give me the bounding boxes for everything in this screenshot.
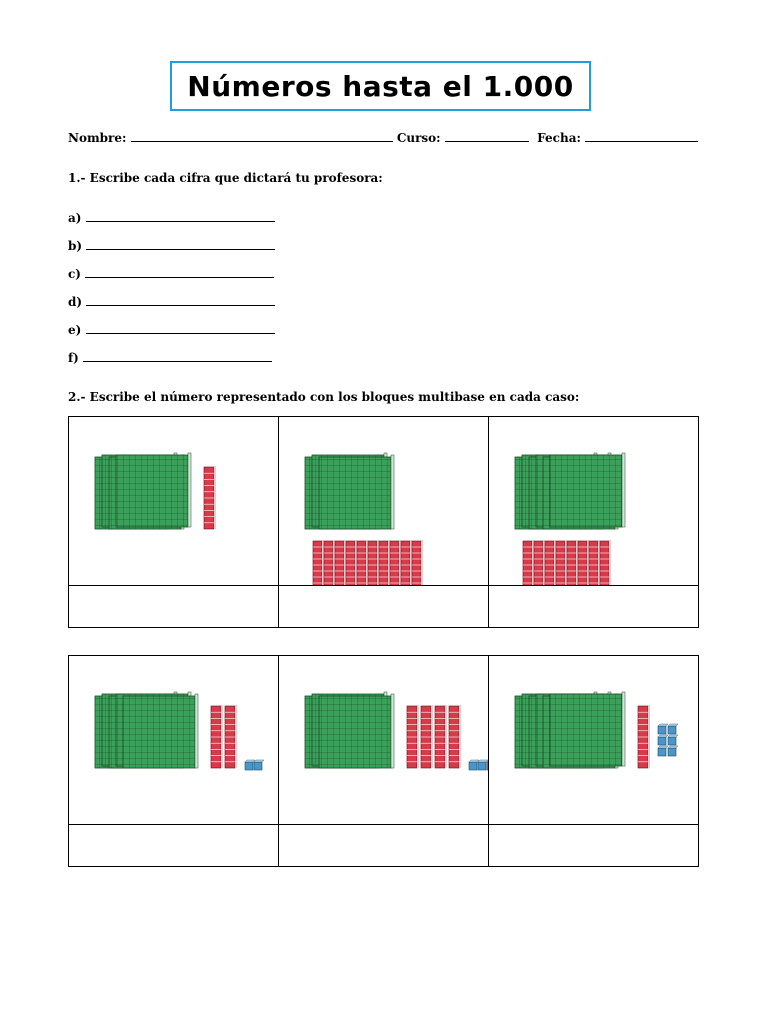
ten-rod [324, 540, 335, 585]
ten-rod [204, 466, 216, 529]
ten-rod [589, 540, 600, 585]
ten-rod [449, 705, 461, 768]
fecha-field[interactable] [585, 130, 698, 142]
unit-cube [658, 724, 668, 734]
answer-line-a [68, 210, 275, 225]
ten-rod [379, 540, 390, 585]
ten-rod [211, 705, 223, 768]
answer-field-c[interactable] [85, 266, 274, 278]
ten-rod [357, 540, 368, 585]
blocks-table-1 [68, 416, 699, 628]
unit-cube [668, 735, 678, 745]
ten-rod [534, 540, 545, 585]
answer-cell[interactable] [489, 825, 699, 867]
hundred-flat [550, 453, 625, 527]
fecha-label: Fecha: [537, 131, 581, 145]
answer-field-d[interactable] [86, 294, 275, 306]
ten-rod [412, 540, 423, 585]
ten-rod [556, 540, 567, 585]
base-ten-blocks-image [279, 656, 488, 824]
answer-field-a[interactable] [86, 210, 275, 222]
answer-line-c [68, 266, 274, 281]
unit-cube [478, 760, 488, 770]
blocks-cell [489, 417, 699, 586]
unit-cube [668, 746, 678, 756]
blocks-table-2 [68, 655, 699, 867]
question-1-prompt: 1.- Escribe cada cifra que dictará tu profesora: [68, 171, 383, 185]
answer-field-f[interactable] [83, 350, 272, 362]
ten-rod [523, 540, 534, 585]
blocks-cell [69, 417, 279, 586]
base-ten-blocks-image [489, 417, 698, 585]
base-ten-blocks-image [279, 417, 488, 585]
question-2-prompt: 2.- Escribe el número representado con los bloques multibase en cada caso: [68, 390, 580, 404]
unit-cube [254, 760, 264, 770]
ten-rod [638, 705, 650, 768]
hundred-flat [319, 455, 394, 529]
blocks-cell [489, 656, 699, 825]
answer-field-e[interactable] [86, 322, 275, 334]
ten-rod [600, 540, 611, 585]
answer-label-d: d) [68, 295, 83, 309]
base-ten-blocks-image [69, 656, 278, 824]
curso-label: Curso: [396, 131, 441, 145]
answer-label-e: e) [68, 323, 82, 337]
header-line [68, 130, 698, 145]
ten-rod [313, 540, 324, 585]
answer-cell[interactable] [69, 586, 279, 628]
answer-cell[interactable] [69, 825, 279, 867]
ten-rod [421, 705, 433, 768]
blocks-cell [69, 656, 279, 825]
ten-rod [346, 540, 357, 585]
hundred-flat [319, 694, 394, 768]
ten-rod [578, 540, 589, 585]
answer-label-c: c) [68, 267, 81, 281]
base-ten-blocks-image [489, 656, 698, 824]
unit-cube [658, 735, 668, 745]
title-box [170, 61, 591, 111]
answer-line-f [68, 350, 272, 365]
answer-line-e [68, 322, 275, 337]
answer-field-b[interactable] [86, 238, 275, 250]
hundred-flat [550, 692, 625, 766]
unit-cube [658, 746, 668, 756]
blocks-cell [279, 656, 489, 825]
ten-rod [545, 540, 556, 585]
unit-cube [469, 760, 479, 770]
blocks-cell [279, 417, 489, 586]
nombre-field[interactable] [131, 130, 393, 142]
answer-cell[interactable] [279, 825, 489, 867]
curso-field[interactable] [445, 130, 529, 142]
answer-label-a: a) [68, 211, 82, 225]
nombre-label: Nombre: [68, 131, 127, 145]
ten-rod [225, 705, 237, 768]
answer-line-d [68, 294, 275, 309]
ten-rod [390, 540, 401, 585]
page-title: Números hasta el 1.000 [187, 69, 574, 103]
answer-line-b [68, 238, 275, 253]
ten-rod [335, 540, 346, 585]
hundred-flat [116, 453, 191, 527]
answer-cell[interactable] [279, 586, 489, 628]
hundred-flat [123, 694, 198, 768]
base-ten-blocks-image [69, 417, 278, 585]
ten-rod [435, 705, 447, 768]
answer-label-f: f) [68, 351, 79, 365]
ten-rod [567, 540, 578, 585]
answer-cell[interactable] [489, 586, 699, 628]
ten-rod [407, 705, 419, 768]
ten-rod [401, 540, 412, 585]
answer-label-b: b) [68, 239, 83, 253]
ten-rod [368, 540, 379, 585]
unit-cube [245, 760, 255, 770]
unit-cube [668, 724, 678, 734]
